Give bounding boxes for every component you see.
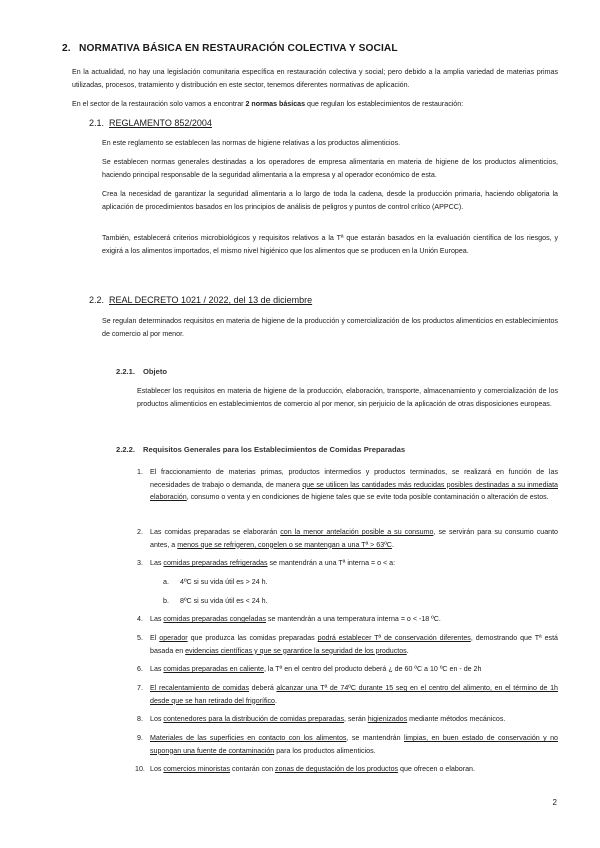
subsection-number: 2.2. bbox=[89, 295, 105, 305]
list-item bbox=[135, 763, 558, 776]
list-item-text bbox=[150, 663, 558, 676]
underlined-text: con la menor antelación posible a su consumo bbox=[280, 528, 434, 536]
list-item-text bbox=[150, 632, 558, 657]
list-number: 6. bbox=[137, 665, 143, 673]
sublist-item-text: 4ºC si su vida útil es > 24 h. bbox=[180, 578, 268, 586]
list-text: Las bbox=[150, 665, 164, 673]
list-text: , serán bbox=[344, 715, 368, 723]
sublist-item-text: 8ºC si su vida útil es < 24 h. bbox=[180, 597, 268, 605]
list-text: se mantendrán a una Tª interna = o < a: bbox=[267, 559, 396, 567]
list-number: 7. bbox=[137, 684, 143, 692]
underlined-text: comidas preparadas en caliente bbox=[163, 665, 264, 673]
list-text: . bbox=[406, 646, 409, 655]
subsection-title: REGLAMENTO 852/2004 bbox=[109, 118, 212, 128]
list-text: que produzca las comidas preparadas bbox=[187, 634, 318, 642]
intro-text-end: que regulan los establecimientos de restauración: bbox=[305, 100, 464, 108]
underlined-text: comidas preparadas congeladas bbox=[163, 615, 266, 623]
list-text: se mantendrán a una temperatura interna = o < -18 ºC. bbox=[265, 615, 441, 623]
underlined-text: evidencias científicas y que se garantice la seguridad de los productos bbox=[185, 646, 407, 655]
intro-paragraph: En la actualidad, no hay una legislación comunitaria específica en restauración colectiva y social; pero debido a la amplia variedad de materias primas utilizadas, procesos, tratamiento y distribución en este sector, tenemos diferentes normativas de aplicación. bbox=[72, 68, 558, 89]
underlined-text: contenedores para la distribución de comidas preparadas bbox=[163, 715, 345, 723]
list-text: Las comidas preparadas se elaborarán bbox=[150, 528, 281, 536]
list-text: El bbox=[150, 634, 160, 642]
list-text: Los bbox=[150, 765, 164, 773]
list-item-text bbox=[150, 526, 558, 551]
real-decreto-paragraph: Se regulan determinados requisitos en materia de higiene de la producción y comercialización de los productos alimenticios en establecimientos de comercio al por menor. bbox=[102, 317, 558, 338]
sublist-item bbox=[163, 576, 463, 589]
section-title: NORMATIVA BÁSICA EN RESTAURACIÓN COLECTIVA Y SOCIAL bbox=[79, 43, 398, 54]
reglamento-paragraph-1: En este reglamento se establecen las normas de higiene relativas a los productos alimenticios. bbox=[102, 139, 401, 147]
subsubsection-number: 2.2.1. bbox=[116, 367, 135, 376]
list-number: 9. bbox=[137, 734, 143, 742]
subsection-heading-2-1 bbox=[89, 117, 212, 129]
list-text: deberá bbox=[249, 684, 277, 692]
underlined-text: Materiales de las superficies en contacto con los alimentos bbox=[150, 734, 347, 742]
underlined-text: operador bbox=[159, 634, 188, 642]
underlined-text: higienizados bbox=[367, 715, 408, 723]
list-text: , se servirán para su consumo cuanto antes, a bbox=[150, 528, 559, 549]
list-number: 3. bbox=[137, 559, 143, 567]
underlined-text: comercios minoristas bbox=[163, 765, 231, 773]
underlined-text: comidas preparadas refrigeradas bbox=[163, 559, 268, 567]
subsection-heading-2-2 bbox=[89, 294, 312, 306]
subsubsection-title: Requisitos Generales para los Establecimientos de Comidas Preparadas bbox=[143, 445, 406, 454]
sublist-item bbox=[163, 595, 463, 608]
list-text: Las bbox=[150, 615, 164, 623]
subsubsection-title: Objeto bbox=[143, 367, 168, 376]
subsubsection-number: 2.2.2. bbox=[116, 445, 135, 454]
list-item-text bbox=[150, 713, 558, 726]
list-item-text bbox=[150, 613, 558, 626]
reglamento-paragraph-2: Se establecen normas generales destinadas a los operadores de empresa alimentaria en materia de higiene de los productos alimenticios, haciendo principal responsable de la seguridad alimentaria a la empresa y al operador económico de esta. bbox=[102, 158, 558, 179]
list-item bbox=[137, 613, 558, 626]
list-text: Las bbox=[150, 559, 164, 567]
subsubsection-heading-2-2-1 bbox=[116, 367, 167, 376]
list-item-text bbox=[150, 466, 558, 504]
underlined-text: menos que se refrigeren, congelen o se mantengan a una Tª > 63ºC bbox=[177, 540, 392, 549]
intro-text: En el sector de la restauración solo vamos a encontrar bbox=[72, 100, 246, 108]
list-item-text bbox=[150, 763, 558, 776]
list-text: , la Tª en el centro del producto deberá ¿ de 60 ºC a 10 ºC en - de 2h bbox=[263, 665, 482, 673]
subsection-title: REAL DECRETO 1021 / 2022, del 13 de diciembre bbox=[109, 295, 313, 305]
list-item bbox=[137, 732, 558, 758]
list-text: mediante métodos mecánicos. bbox=[407, 715, 506, 723]
list-number: 4. bbox=[137, 615, 143, 623]
underlined-text: podrá establecer Tª de conservación diferentes bbox=[317, 634, 471, 642]
reglamento-paragraph-3: Crea la necesidad de garantizar la seguridad alimentaria a lo largo de toda la cadena, desde la producción primaria, haciendo obligatoria la aplicación de procedimientos basados en los principios de análisis de peligros y puntos de control crítico (APPCC). bbox=[102, 190, 558, 211]
reglamento-paragraph-4: También, establecerá criterios microbiológicos y requisitos relativos a la Tª que estarán basados en la evaluación científica de los riesgos, y exigirá a los alimentos importados, el mismo nivel higiénico que los alimentos que se producen en la Unión Europea. bbox=[102, 234, 558, 255]
list-item-text bbox=[150, 732, 558, 757]
subsection-number: 2.1. bbox=[89, 118, 105, 128]
list-item bbox=[137, 663, 558, 676]
intro-bold-text: 2 normas básicas bbox=[245, 100, 306, 108]
list-number: 8. bbox=[137, 715, 143, 723]
underlined-text: El recalentamiento de comidas bbox=[150, 684, 250, 692]
sublist-letter: b. bbox=[163, 597, 169, 605]
list-item bbox=[137, 713, 558, 726]
list-text: , demostrando que Tª está basada en bbox=[150, 634, 558, 655]
list-item bbox=[137, 682, 558, 708]
list-number: 1. bbox=[137, 468, 143, 476]
list-text: . bbox=[391, 540, 394, 549]
page-number: 2 bbox=[552, 798, 557, 807]
subsubsection-heading-2-2-2 bbox=[116, 445, 405, 454]
list-number: 10. bbox=[135, 765, 145, 773]
objeto-paragraph: Establecer los requisitos en materia de higiene de la producción, elaboración, transporte, almacenamiento y comercialización de los productos alimenticios en establecimientos de comercio al por menor, sin perjuicio de la aplicación de otras disposiciones europeas. bbox=[137, 387, 558, 408]
list-item bbox=[137, 557, 558, 570]
section-number: 2. bbox=[62, 43, 71, 54]
list-item bbox=[137, 632, 558, 658]
sublist-letter: a. bbox=[163, 578, 169, 586]
list-text: . bbox=[275, 696, 277, 705]
intro-norms-paragraph bbox=[72, 98, 558, 111]
underlined-text: alcanzar una Tª de 74ºC durante 15 seg en el centro del alimento, en el término de 1h desde que se han retirado del frigorífico bbox=[150, 684, 559, 705]
list-item-text bbox=[150, 682, 558, 707]
section-heading bbox=[62, 43, 398, 54]
list-item-text bbox=[150, 557, 558, 570]
underlined-text: limpias, en buen estado de conservación y no supongan una fuente de contaminación bbox=[150, 734, 559, 755]
list-number: 5. bbox=[137, 634, 143, 642]
list-text: Los bbox=[150, 715, 164, 723]
underlined-text: zonas de degustación de los productos bbox=[275, 765, 399, 773]
list-text: , consumo o venta y en condiciones de higiene tales que se evite toda posible contaminación o alteración de estos. bbox=[186, 493, 549, 502]
list-text: para los productos alimenticios. bbox=[274, 746, 376, 755]
list-number: 2. bbox=[137, 528, 143, 536]
list-text: que ofrecen o elaboran. bbox=[398, 765, 475, 773]
list-text: El fraccionamiento de materias primas, productos intermedios y productos terminados, se realizará en función de las necesidades de trabajo o demanda, de manera bbox=[150, 468, 558, 489]
list-text: contarán con bbox=[230, 765, 276, 773]
underlined-text: que se utilicen las cantidades más reducidas posibles destinadas a su inmediata elaboración bbox=[150, 480, 558, 502]
list-item bbox=[137, 466, 558, 518]
list-text: , se mantendrán bbox=[346, 734, 404, 742]
list-item bbox=[137, 526, 558, 552]
